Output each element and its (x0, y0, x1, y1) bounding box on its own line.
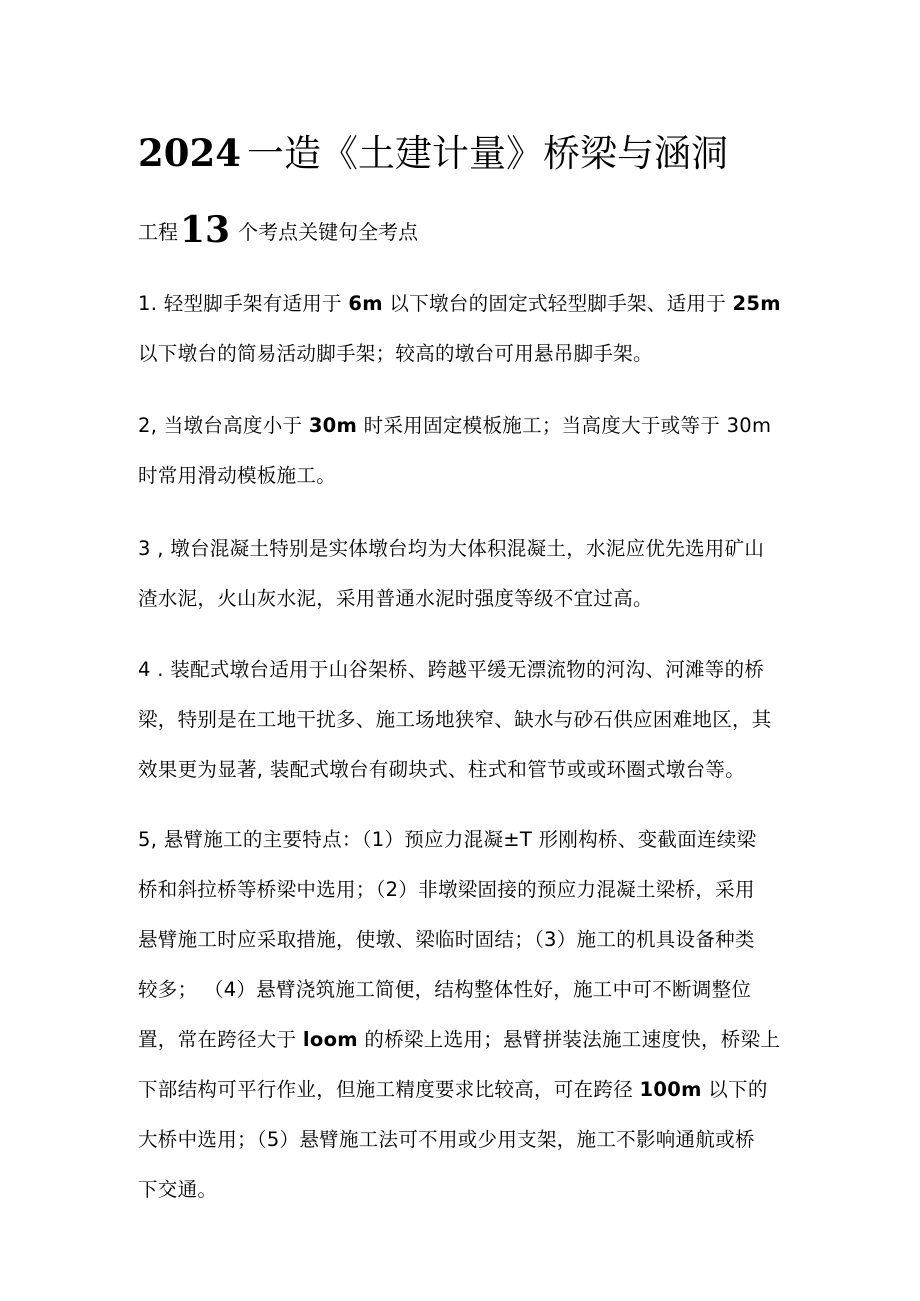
text-run: 渣水泥，火山灰水泥，采用普通水泥时强度等级不宜过高。 (138, 587, 653, 610)
paragraph-4 (138, 645, 788, 795)
text-run: 桥和斜拉桥等桥梁中选用；（2）非墩梁固接的预应力混凝土梁桥，采用 (138, 878, 755, 901)
title-text: 一造《土建计量》桥梁与涵洞 (246, 132, 728, 175)
text-line (138, 865, 788, 915)
text-run: 效果更为显著, 装配式墩台有砌块式、柱式和管节或或环圈式墩台等。 (138, 758, 745, 781)
text-line (138, 695, 788, 745)
text-run: 下交通。 (138, 1178, 218, 1201)
bold-text-run: 6m (348, 292, 383, 315)
paragraph-2 (138, 401, 788, 501)
paragraph-3 (138, 524, 788, 624)
text-run: 置，常在跨径大于 (138, 1028, 303, 1051)
text-run: 以下墩台的简易活动脚手架；较高的墩台可用悬吊脚手架。 (138, 342, 653, 365)
text-line (138, 1015, 788, 1065)
paragraph-1 (138, 279, 788, 379)
document-title (138, 128, 798, 179)
subtitle-prefix: 工程 (138, 220, 178, 244)
text-line (138, 329, 788, 379)
bold-text-run: 30m (308, 414, 358, 437)
document-subtitle (138, 202, 418, 257)
text-line (138, 1065, 788, 1115)
text-line (138, 645, 788, 695)
text-line (138, 815, 788, 865)
text-run: 的桥梁上选用；悬臂拼装法施工速度快，桥梁上 (357, 1028, 781, 1051)
text-line (138, 279, 788, 329)
bold-text-run: 100m (639, 1078, 702, 1101)
text-line (138, 401, 788, 451)
paragraph-5 (138, 815, 788, 1215)
text-run: 下部结构可平行作业，但施工精度要求比较高，可在跨径 (138, 1078, 640, 1101)
text-run: 梁，特别是在工地干扰多、施工场地狭窄、缺水与砂石供应困难地区，其 (138, 708, 772, 731)
text-run: 3 , 墩台混凝土特别是实体墩台均为大体积混凝土，水泥应优先选用矿山 (138, 537, 765, 560)
text-line (138, 524, 788, 574)
text-line (138, 745, 788, 795)
text-run: 2, 当墩台高度小于 (138, 414, 309, 437)
subtitle-suffix: 个考点关键句全考点 (238, 220, 419, 244)
text-run: 大桥中选用；（5）悬臂施工法可不用或少用支架，施工不影响通航或桥 (138, 1128, 755, 1151)
text-run: 较多； （4）悬臂浇筑施工简便，结构整体性好，施工中可不断调整位 (138, 978, 752, 1001)
text-line (138, 965, 788, 1015)
text-line (138, 574, 788, 624)
text-run: 以下墩台的固定式轻型脚手架、适用于 (382, 292, 733, 315)
text-line (138, 451, 788, 501)
text-line (138, 1115, 788, 1165)
title-year: 2024 (138, 131, 241, 175)
text-run: 以下的 (701, 1078, 768, 1101)
text-run: 时采用固定模板施工；当高度大于或等于 30m (357, 414, 772, 437)
text-run: 1. 轻型脚手架有适用于 (138, 292, 349, 315)
text-run: 悬臂施工时应采取措施，使墩、梁临时固结；（3）施工的机具设备种类 (138, 928, 755, 951)
text-run: 5, 悬臂施工的主要特点：（1）预应力混凝±T 形刚构桥、变截面连续梁 (138, 828, 757, 851)
bold-text-run: loom (302, 1028, 358, 1051)
text-run: 时常用滑动模板施工。 (138, 464, 337, 487)
subtitle-number: 13 (180, 209, 231, 251)
text-run: 4 . 装配式墩台适用于山谷架桥、跨越平缓无漂流物的河沟、河滩等的桥 (138, 658, 765, 681)
text-line (138, 915, 788, 965)
bold-text-run: 25m (732, 292, 781, 315)
text-line (138, 1165, 788, 1215)
